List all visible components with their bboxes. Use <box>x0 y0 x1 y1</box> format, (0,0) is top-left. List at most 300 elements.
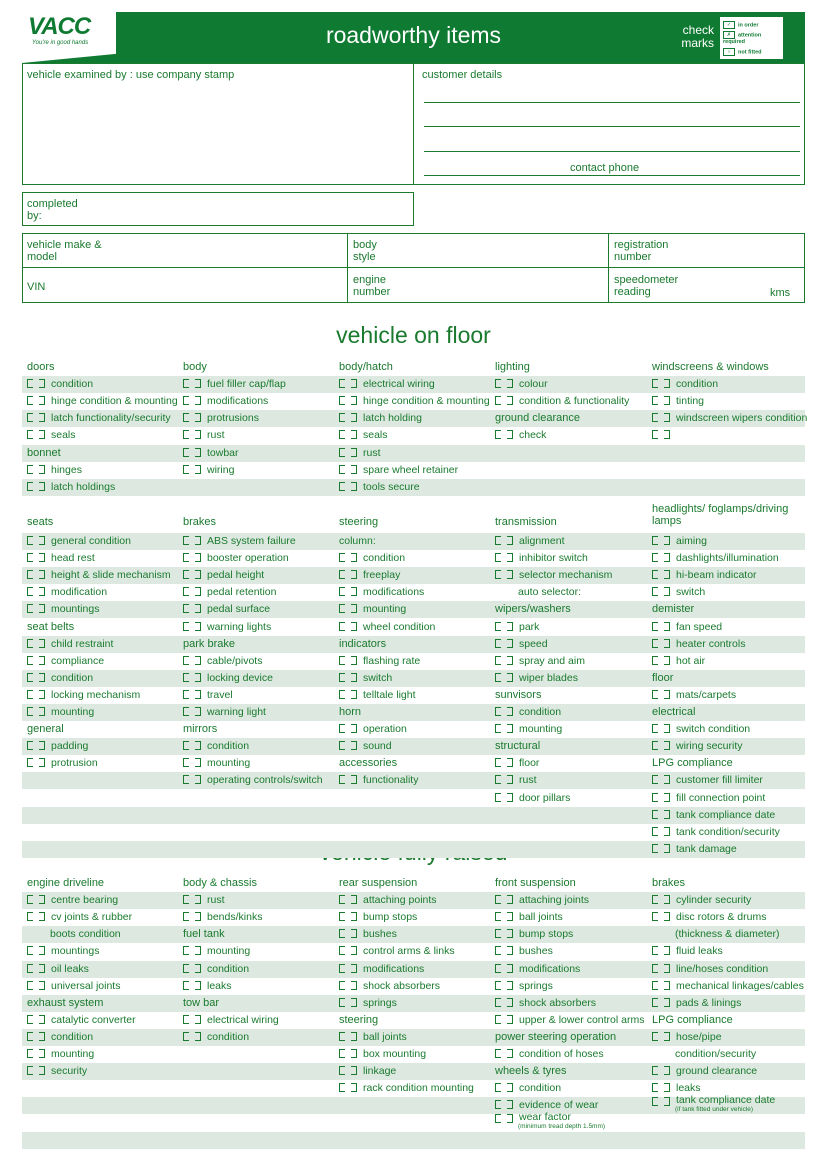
checklist-item[interactable] <box>339 412 422 424</box>
checkbox-icon[interactable] <box>27 604 33 613</box>
checkbox-icon[interactable] <box>664 587 670 596</box>
checkbox-icon[interactable] <box>339 482 345 491</box>
checklist-item[interactable] <box>183 412 259 424</box>
checkbox-icon[interactable] <box>339 379 345 388</box>
checkbox-icon[interactable] <box>507 929 513 938</box>
checkbox-icon[interactable] <box>183 741 189 750</box>
checklist-item[interactable] <box>183 757 250 769</box>
checkbox-icon[interactable] <box>27 379 33 388</box>
checkbox-icon[interactable] <box>507 1083 513 1092</box>
checkbox-icon[interactable] <box>495 639 501 648</box>
checkbox-icon[interactable] <box>652 964 658 973</box>
checkbox-icon[interactable] <box>27 536 33 545</box>
checkbox-icon[interactable] <box>495 1114 501 1123</box>
checkbox-icon[interactable] <box>351 604 357 613</box>
checkbox-icon[interactable] <box>507 396 513 405</box>
checklist-item[interactable] <box>495 1099 598 1111</box>
checkbox-icon[interactable] <box>495 929 501 938</box>
checkbox-icon[interactable] <box>39 964 45 973</box>
checklist-item[interactable] <box>183 706 266 718</box>
checkbox-icon[interactable] <box>507 622 513 631</box>
checklist-item[interactable] <box>339 1082 474 1094</box>
checkbox-icon[interactable] <box>507 379 513 388</box>
checklist-item[interactable] <box>183 1014 279 1026</box>
checkbox-icon[interactable] <box>27 482 33 491</box>
checkbox-icon[interactable] <box>495 895 501 904</box>
checklist-item[interactable] <box>27 412 171 424</box>
checkbox-icon[interactable] <box>351 998 357 1007</box>
checklist-item[interactable] <box>27 672 93 684</box>
checkbox-icon[interactable] <box>652 895 658 904</box>
checklist-item[interactable] <box>183 1031 249 1043</box>
checklist-item[interactable] <box>652 809 775 821</box>
checkbox-icon[interactable] <box>39 1032 45 1041</box>
checkbox-icon[interactable] <box>339 430 345 439</box>
checklist-item[interactable] <box>652 740 743 752</box>
checklist-item[interactable] <box>27 1048 94 1060</box>
checkbox-icon[interactable] <box>183 946 189 955</box>
checkbox-icon[interactable] <box>195 413 201 422</box>
checkbox-icon[interactable] <box>27 912 33 921</box>
checklist-item[interactable] <box>183 672 273 684</box>
checkbox-icon[interactable] <box>495 946 501 955</box>
checkbox-icon[interactable] <box>507 758 513 767</box>
checklist-item[interactable] <box>339 911 417 923</box>
checkbox-icon[interactable] <box>652 844 658 853</box>
checkbox-icon[interactable] <box>195 622 201 631</box>
checkbox-icon[interactable] <box>195 707 201 716</box>
checklist-item[interactable] <box>652 1082 701 1094</box>
checklist-item[interactable] <box>652 378 718 390</box>
checkbox-icon[interactable] <box>507 430 513 439</box>
checkbox-icon[interactable] <box>495 396 501 405</box>
checkbox-icon[interactable] <box>339 929 345 938</box>
checklist-item[interactable] <box>339 1031 407 1043</box>
checklist-item[interactable] <box>27 757 98 769</box>
checklist-item[interactable] <box>27 911 132 923</box>
checklist-item[interactable] <box>339 621 435 633</box>
checklist-item[interactable] <box>27 689 140 701</box>
checkbox-icon[interactable] <box>27 690 33 699</box>
checkbox-icon[interactable] <box>339 964 345 973</box>
checklist-item[interactable] <box>339 689 416 701</box>
checklist-item[interactable] <box>339 464 458 476</box>
checklist-item[interactable] <box>495 792 570 804</box>
checkbox-icon[interactable] <box>183 379 189 388</box>
checklist-item[interactable] <box>183 980 232 992</box>
checkbox-icon[interactable] <box>351 413 357 422</box>
checkbox-icon[interactable] <box>183 981 189 990</box>
checkbox-icon[interactable] <box>495 1049 501 1058</box>
checklist-item[interactable] <box>495 569 612 581</box>
checkbox-icon[interactable] <box>652 724 658 733</box>
checkbox-icon[interactable] <box>27 1015 33 1024</box>
checkbox-icon[interactable] <box>495 379 501 388</box>
checkbox-icon[interactable] <box>339 587 345 596</box>
checkbox-icon[interactable] <box>507 536 513 545</box>
checkbox-icon[interactable] <box>195 1032 201 1041</box>
checklist-item[interactable] <box>339 672 392 684</box>
checklist-item[interactable] <box>27 395 178 407</box>
checkbox-icon[interactable] <box>339 1066 345 1075</box>
checkbox-icon[interactable] <box>195 912 201 921</box>
checkbox-icon[interactable] <box>195 946 201 955</box>
checkbox-icon[interactable] <box>39 707 45 716</box>
checklist-item[interactable] <box>339 447 381 459</box>
checkbox-icon[interactable] <box>27 396 33 405</box>
checklist-item[interactable] <box>495 378 548 390</box>
checkbox-icon[interactable] <box>27 570 33 579</box>
checkbox-icon[interactable] <box>339 1049 345 1058</box>
checkbox-icon[interactable] <box>339 553 345 562</box>
checklist-item[interactable] <box>339 774 418 786</box>
examined-by-box[interactable] <box>22 63 414 185</box>
checklist-item[interactable] <box>183 655 262 667</box>
checkbox-icon[interactable] <box>183 1015 189 1024</box>
checkbox-icon[interactable] <box>339 912 345 921</box>
checkbox-icon[interactable] <box>507 639 513 648</box>
checkbox-icon[interactable] <box>351 929 357 938</box>
checkbox-icon[interactable] <box>652 1083 658 1092</box>
checklist-item[interactable] <box>495 655 585 667</box>
checklist-item[interactable] <box>495 723 562 735</box>
checklist-item[interactable] <box>495 928 573 940</box>
checkbox-icon[interactable] <box>39 912 45 921</box>
checklist-item[interactable] <box>652 429 676 441</box>
checklist-item[interactable] <box>652 980 804 992</box>
checkbox-icon[interactable] <box>195 741 201 750</box>
checkbox-icon[interactable] <box>351 622 357 631</box>
checkbox-icon[interactable] <box>195 604 201 613</box>
checkbox-icon[interactable] <box>39 396 45 405</box>
checkbox-icon[interactable] <box>339 465 345 474</box>
checkbox-icon[interactable] <box>195 379 201 388</box>
checklist-item[interactable] <box>495 429 546 441</box>
checklist-item[interactable] <box>183 911 262 923</box>
checklist-item[interactable] <box>495 1014 644 1026</box>
checkbox-icon[interactable] <box>652 946 658 955</box>
checkbox-icon[interactable] <box>39 1066 45 1075</box>
checkbox-icon[interactable] <box>652 981 658 990</box>
checkbox-icon[interactable] <box>39 604 45 613</box>
checklist-item[interactable] <box>652 412 807 424</box>
checkbox-icon[interactable] <box>351 895 357 904</box>
checkbox-icon[interactable] <box>664 690 670 699</box>
checkbox-icon[interactable] <box>27 413 33 422</box>
checkbox-icon[interactable] <box>195 430 201 439</box>
checkbox-icon[interactable] <box>39 690 45 699</box>
checklist-item[interactable] <box>495 894 589 906</box>
checkbox-icon[interactable] <box>652 741 658 750</box>
checkbox-icon[interactable] <box>351 448 357 457</box>
checklist-item[interactable] <box>652 689 736 701</box>
checkbox-icon[interactable] <box>495 1015 501 1024</box>
checklist-item[interactable] <box>183 740 249 752</box>
checkbox-icon[interactable] <box>507 570 513 579</box>
checklist-item[interactable] <box>495 1111 606 1131</box>
checkbox-icon[interactable] <box>652 912 658 921</box>
checklist-item[interactable] <box>27 963 89 975</box>
checklist-item[interactable] <box>27 603 99 615</box>
checklist-item[interactable] <box>27 1065 87 1077</box>
checklist-item[interactable] <box>652 963 768 975</box>
checkbox-icon[interactable] <box>351 1049 357 1058</box>
checkbox-icon[interactable] <box>664 793 670 802</box>
checklist-item[interactable] <box>652 997 741 1009</box>
checkbox-icon[interactable] <box>664 536 670 545</box>
checkbox-icon[interactable] <box>351 964 357 973</box>
checklist-item[interactable] <box>652 723 750 735</box>
checkbox-icon[interactable] <box>39 587 45 596</box>
checklist-item[interactable] <box>27 552 95 564</box>
checkbox-icon[interactable] <box>195 587 201 596</box>
checkbox-icon[interactable] <box>27 895 33 904</box>
checklist-item[interactable] <box>495 757 539 769</box>
checklist-item[interactable] <box>495 672 578 684</box>
checklist-item[interactable] <box>339 481 420 493</box>
checklist-item[interactable] <box>495 980 553 992</box>
checklist-item[interactable] <box>339 603 406 615</box>
checkbox-icon[interactable] <box>39 981 45 990</box>
checklist-item[interactable] <box>652 621 722 633</box>
checkbox-icon[interactable] <box>664 827 670 836</box>
checkbox-icon[interactable] <box>664 570 670 579</box>
checklist-item[interactable] <box>495 621 539 633</box>
checkbox-icon[interactable] <box>183 430 189 439</box>
checklist-item[interactable] <box>27 1014 136 1026</box>
checkbox-icon[interactable] <box>39 413 45 422</box>
checklist-item[interactable] <box>339 586 424 598</box>
checklist-item[interactable] <box>27 655 104 667</box>
checklist-item[interactable] <box>183 569 264 581</box>
checkbox-icon[interactable] <box>652 396 658 405</box>
checkbox-icon[interactable] <box>507 793 513 802</box>
checkbox-icon[interactable] <box>339 448 345 457</box>
checkbox-icon[interactable] <box>183 465 189 474</box>
checklist-item[interactable] <box>183 535 296 547</box>
checkbox-icon[interactable] <box>195 964 201 973</box>
checkbox-icon[interactable] <box>39 1015 45 1024</box>
checkbox-icon[interactable] <box>27 1049 33 1058</box>
checkbox-icon[interactable] <box>339 1032 345 1041</box>
checkbox-icon[interactable] <box>652 656 658 665</box>
checkbox-icon[interactable] <box>507 981 513 990</box>
checkbox-icon[interactable] <box>39 430 45 439</box>
checkbox-icon[interactable] <box>664 622 670 631</box>
checkbox-icon[interactable] <box>495 912 501 921</box>
checklist-item[interactable] <box>183 894 225 906</box>
checkbox-icon[interactable] <box>507 1114 513 1123</box>
checkbox-icon[interactable] <box>495 656 501 665</box>
checkbox-icon[interactable] <box>351 396 357 405</box>
checkbox-icon[interactable] <box>652 1032 658 1041</box>
checklist-item[interactable] <box>495 963 580 975</box>
checklist-item[interactable] <box>339 395 490 407</box>
checkbox-icon[interactable] <box>507 673 513 682</box>
checkbox-icon[interactable] <box>339 570 345 579</box>
checkbox-icon[interactable] <box>39 946 45 955</box>
checkbox-icon[interactable] <box>183 895 189 904</box>
checklist-item[interactable] <box>339 963 424 975</box>
checkbox-icon[interactable] <box>39 673 45 682</box>
checkbox-icon[interactable] <box>39 639 45 648</box>
checklist-item[interactable] <box>183 447 239 459</box>
checklist-item[interactable] <box>183 395 268 407</box>
checklist-item[interactable] <box>183 945 250 957</box>
checkbox-icon[interactable] <box>495 622 501 631</box>
checkbox-icon[interactable] <box>183 570 189 579</box>
checkbox-icon[interactable] <box>183 413 189 422</box>
checkbox-icon[interactable] <box>339 775 345 784</box>
checkbox-icon[interactable] <box>351 430 357 439</box>
checkbox-icon[interactable] <box>652 413 658 422</box>
checkbox-icon[interactable] <box>183 758 189 767</box>
checkbox-icon[interactable] <box>495 570 501 579</box>
checkbox-icon[interactable] <box>652 810 658 819</box>
checklist-item[interactable] <box>652 826 780 838</box>
checkbox-icon[interactable] <box>195 396 201 405</box>
checkbox-icon[interactable] <box>507 656 513 665</box>
checkbox-icon[interactable] <box>351 1032 357 1041</box>
checkbox-icon[interactable] <box>183 604 189 613</box>
checkbox-icon[interactable] <box>495 775 501 784</box>
checkbox-icon[interactable] <box>183 775 189 784</box>
checklist-item[interactable] <box>27 1031 93 1043</box>
checkbox-icon[interactable] <box>664 946 670 955</box>
checkbox-icon[interactable] <box>664 396 670 405</box>
checkbox-icon[interactable] <box>27 946 33 955</box>
checkbox-icon[interactable] <box>27 758 33 767</box>
checkbox-icon[interactable] <box>339 413 345 422</box>
checkbox-icon[interactable] <box>664 656 670 665</box>
checkbox-icon[interactable] <box>183 587 189 596</box>
checklist-item[interactable] <box>495 1048 604 1060</box>
checklist-item[interactable] <box>652 843 737 855</box>
checkbox-icon[interactable] <box>507 946 513 955</box>
checkbox-icon[interactable] <box>339 690 345 699</box>
checkbox-icon[interactable] <box>195 673 201 682</box>
checkbox-icon[interactable] <box>339 724 345 733</box>
checkbox-icon[interactable] <box>652 570 658 579</box>
checkbox-icon[interactable] <box>507 1100 513 1109</box>
checkbox-icon[interactable] <box>664 639 670 648</box>
checkbox-icon[interactable] <box>664 1066 670 1075</box>
checkbox-icon[interactable] <box>183 707 189 716</box>
checklist-item[interactable] <box>339 894 437 906</box>
checklist-item[interactable] <box>339 1065 396 1077</box>
checkbox-icon[interactable] <box>652 1066 658 1075</box>
checkbox-icon[interactable] <box>195 690 201 699</box>
checklist-item[interactable] <box>652 1031 722 1043</box>
checkbox-icon[interactable] <box>664 1032 670 1041</box>
checkbox-icon[interactable] <box>652 1097 658 1106</box>
checklist-item[interactable] <box>652 638 745 650</box>
checkbox-icon[interactable] <box>339 1083 345 1092</box>
checklist-item[interactable] <box>652 552 779 564</box>
checkbox-icon[interactable] <box>27 673 33 682</box>
checklist-item[interactable] <box>495 911 563 923</box>
checkbox-icon[interactable] <box>652 793 658 802</box>
checkbox-icon[interactable] <box>664 998 670 1007</box>
checklist-item[interactable] <box>495 395 629 407</box>
checkbox-icon[interactable] <box>27 741 33 750</box>
checkbox-icon[interactable] <box>495 536 501 545</box>
checkbox-icon[interactable] <box>495 981 501 990</box>
checklist-item[interactable] <box>652 535 707 547</box>
checklist-item[interactable] <box>652 569 757 581</box>
checkbox-icon[interactable] <box>339 604 345 613</box>
checklist-item[interactable] <box>339 740 392 752</box>
checkbox-icon[interactable] <box>652 639 658 648</box>
checkbox-icon[interactable] <box>339 998 345 1007</box>
checklist-item[interactable] <box>183 586 276 598</box>
checkbox-icon[interactable] <box>183 912 189 921</box>
checkbox-icon[interactable] <box>183 553 189 562</box>
checkbox-icon[interactable] <box>495 673 501 682</box>
checkbox-icon[interactable] <box>39 465 45 474</box>
checkbox-icon[interactable] <box>507 912 513 921</box>
checkbox-icon[interactable] <box>495 707 501 716</box>
checklist-item[interactable] <box>27 894 118 906</box>
checklist-item[interactable] <box>339 928 397 940</box>
checkbox-icon[interactable] <box>664 724 670 733</box>
checkbox-icon[interactable] <box>39 570 45 579</box>
checkbox-icon[interactable] <box>183 622 189 631</box>
checklist-item[interactable] <box>183 689 233 701</box>
checkbox-icon[interactable] <box>652 587 658 596</box>
checkbox-icon[interactable] <box>339 741 345 750</box>
checkbox-icon[interactable] <box>183 690 189 699</box>
checkbox-icon[interactable] <box>27 465 33 474</box>
checklist-item[interactable] <box>339 429 388 441</box>
checkbox-icon[interactable] <box>39 758 45 767</box>
checkbox-icon[interactable] <box>183 964 189 973</box>
checklist-item[interactable] <box>339 980 440 992</box>
checkbox-icon[interactable] <box>39 741 45 750</box>
checkbox-icon[interactable] <box>351 724 357 733</box>
checkbox-icon[interactable] <box>351 1083 357 1092</box>
checkbox-icon[interactable] <box>39 379 45 388</box>
checklist-item[interactable] <box>27 429 76 441</box>
checklist-item[interactable] <box>183 378 286 390</box>
checklist-item[interactable] <box>652 1065 757 1077</box>
checkbox-icon[interactable] <box>339 656 345 665</box>
checkbox-icon[interactable] <box>195 1015 201 1024</box>
checkbox-icon[interactable] <box>507 707 513 716</box>
checklist-item[interactable] <box>495 945 553 957</box>
checkbox-icon[interactable] <box>339 895 345 904</box>
checkbox-icon[interactable] <box>351 1066 357 1075</box>
checklist-item[interactable] <box>183 552 289 564</box>
checkbox-icon[interactable] <box>27 707 33 716</box>
checkbox-icon[interactable] <box>27 1032 33 1041</box>
checklist-item[interactable] <box>183 774 323 786</box>
checkbox-icon[interactable] <box>652 553 658 562</box>
checklist-item[interactable] <box>27 945 99 957</box>
checklist-item[interactable] <box>652 395 704 407</box>
checkbox-icon[interactable] <box>351 587 357 596</box>
checklist-item[interactable] <box>339 552 405 564</box>
checklist-item[interactable] <box>339 997 397 1009</box>
checkbox-icon[interactable] <box>652 827 658 836</box>
checklist-item[interactable] <box>339 723 407 735</box>
checkbox-icon[interactable] <box>351 690 357 699</box>
checkbox-icon[interactable] <box>39 895 45 904</box>
checkbox-icon[interactable] <box>507 724 513 733</box>
checklist-item[interactable] <box>495 638 548 650</box>
checkbox-icon[interactable] <box>664 981 670 990</box>
checklist-item[interactable] <box>495 706 561 718</box>
